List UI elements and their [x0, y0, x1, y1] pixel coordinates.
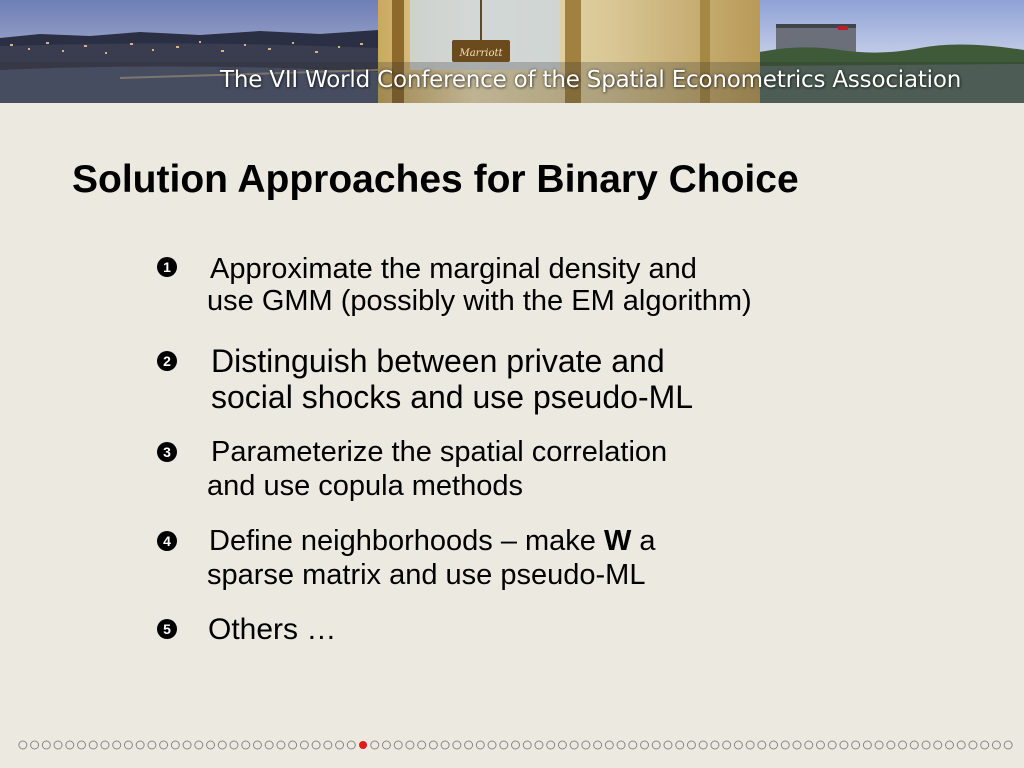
slide-dot[interactable] [899, 741, 907, 749]
slide-dot[interactable] [852, 741, 860, 749]
slide-dot[interactable] [465, 741, 473, 749]
slide-dot[interactable] [54, 741, 62, 749]
bullet-2-line-2: social shocks and use pseudo-ML [211, 379, 694, 415]
slide-dot[interactable] [863, 741, 871, 749]
slide-dot[interactable] [453, 741, 461, 749]
slide-dot[interactable] [547, 741, 555, 749]
slide-dot[interactable] [875, 741, 883, 749]
slide-dot[interactable] [711, 741, 719, 749]
slide-dot[interactable] [324, 741, 332, 749]
current-slide-dot[interactable] [359, 741, 367, 749]
slide-dot[interactable] [136, 741, 144, 749]
bullet-3-line-2: and use copula methods [207, 470, 523, 502]
slide-dot[interactable] [500, 741, 508, 749]
bullet-2-line-1: Distinguish between private and [211, 343, 665, 379]
slide-dot[interactable] [253, 741, 261, 749]
slide-dot[interactable] [629, 741, 637, 749]
slide-dot[interactable] [312, 741, 320, 749]
slide-dot[interactable] [523, 741, 531, 749]
slide-dot[interactable] [1004, 741, 1012, 749]
slide-dot[interactable] [289, 741, 297, 749]
bullet-item-4 [157, 527, 857, 597]
slide-dot[interactable] [676, 741, 684, 749]
bullet-1-line-2: use GMM (possibly with the EM algorithm) [207, 285, 752, 317]
slide-dot[interactable] [230, 741, 238, 749]
slide-dot[interactable] [664, 741, 672, 749]
slide-dot[interactable] [265, 741, 273, 749]
bullet-4-text-after: a [631, 525, 656, 557]
slide-dot[interactable] [207, 741, 215, 749]
slide-dot[interactable] [910, 741, 918, 749]
slide-dot[interactable] [394, 741, 402, 749]
slide-dot[interactable] [582, 741, 590, 749]
slide-dot[interactable] [805, 741, 813, 749]
slide-dot[interactable] [945, 741, 953, 749]
slide-dot[interactable] [992, 741, 1000, 749]
slide-dot[interactable] [594, 741, 602, 749]
slide-dot[interactable] [570, 741, 578, 749]
slide-dot[interactable] [957, 741, 965, 749]
bullet-5-line-1: Others … [208, 613, 337, 646]
number-5-icon: 5 [157, 619, 177, 639]
slide-dot[interactable] [148, 741, 156, 749]
slide-dot[interactable] [969, 741, 977, 749]
slide-dot[interactable] [195, 741, 203, 749]
slide-dot[interactable] [934, 741, 942, 749]
slide-dot[interactable] [371, 741, 379, 749]
slide-dot[interactable] [218, 741, 226, 749]
bullet-item-2 [157, 345, 857, 420]
bullet-4-text-before: Define neighborhoods – make [209, 525, 604, 557]
slide-dot[interactable] [734, 741, 742, 749]
slide-dot[interactable] [406, 741, 414, 749]
slide-dot[interactable] [781, 741, 789, 749]
slide-dot[interactable] [723, 741, 731, 749]
bullet-4-line-2: sparse matrix and use pseudo-ML [207, 559, 646, 591]
slide-dot[interactable] [336, 741, 344, 749]
slide-dot[interactable] [242, 741, 250, 749]
slide-dot[interactable] [78, 741, 86, 749]
slide-dot[interactable] [770, 741, 778, 749]
slide-dot[interactable] [816, 741, 824, 749]
slide-dot[interactable] [488, 741, 496, 749]
bullet-item-3 [157, 438, 857, 508]
slide-progress-dots [17, 739, 1014, 751]
bullet-4-line-1 [209, 525, 656, 558]
number-2-icon: 2 [157, 351, 177, 371]
matrix-w-symbol: W [603, 525, 632, 557]
slide-dot[interactable] [512, 741, 520, 749]
slide-dot[interactable] [66, 741, 74, 749]
conference-title: The VII World Conference of the Spatial Econometrics Association [220, 67, 962, 93]
bullet-1-line-1: Approximate the marginal density and [210, 253, 697, 285]
slide-dot[interactable] [31, 741, 39, 749]
slide-dot[interactable] [922, 741, 930, 749]
slide-dot[interactable] [19, 741, 27, 749]
slide-dot[interactable] [418, 741, 426, 749]
slide-dot[interactable] [828, 741, 836, 749]
slide-dot[interactable] [441, 741, 449, 749]
slide-dot[interactable] [42, 741, 50, 749]
slide-dot[interactable] [652, 741, 660, 749]
slide-dot[interactable] [558, 741, 566, 749]
header-banner [0, 0, 1024, 103]
slide-dot[interactable] [124, 741, 132, 749]
number-3-icon: 3 [157, 442, 177, 462]
bullet-item-1 [157, 255, 857, 325]
slide-dot[interactable] [347, 741, 355, 749]
slide-dot[interactable] [617, 741, 625, 749]
slide-dot[interactable] [699, 741, 707, 749]
slide-dot[interactable] [981, 741, 989, 749]
slide-dot[interactable] [277, 741, 285, 749]
slide-dot[interactable] [476, 741, 484, 749]
bullet-item-5 [157, 615, 557, 655]
slide-dot[interactable] [101, 741, 109, 749]
slide-dot[interactable] [300, 741, 308, 749]
slide-dot[interactable] [382, 741, 390, 749]
slide-dot[interactable] [758, 741, 766, 749]
slide-dot[interactable] [429, 741, 437, 749]
slide-dot[interactable] [793, 741, 801, 749]
slide-dot[interactable] [89, 741, 97, 749]
slide-dot[interactable] [605, 741, 613, 749]
slide-dot[interactable] [746, 741, 754, 749]
slide-dot[interactable] [183, 741, 191, 749]
slide-dot[interactable] [171, 741, 179, 749]
slide-dot[interactable] [535, 741, 543, 749]
slide-dot[interactable] [160, 741, 168, 749]
number-4-icon: 4 [157, 531, 177, 551]
number-1-icon: 1 [157, 257, 177, 277]
slide-dot[interactable] [641, 741, 649, 749]
slide-dot[interactable] [687, 741, 695, 749]
slide-dot[interactable] [113, 741, 121, 749]
slide-dot[interactable] [887, 741, 895, 749]
hotel-sign: Marriott [459, 48, 503, 59]
bullet-3-line-1: Parameterize the spatial correlation [211, 436, 668, 468]
slide-dot[interactable] [840, 741, 848, 749]
slide-title: Solution Approaches for Binary Choice [72, 158, 799, 201]
